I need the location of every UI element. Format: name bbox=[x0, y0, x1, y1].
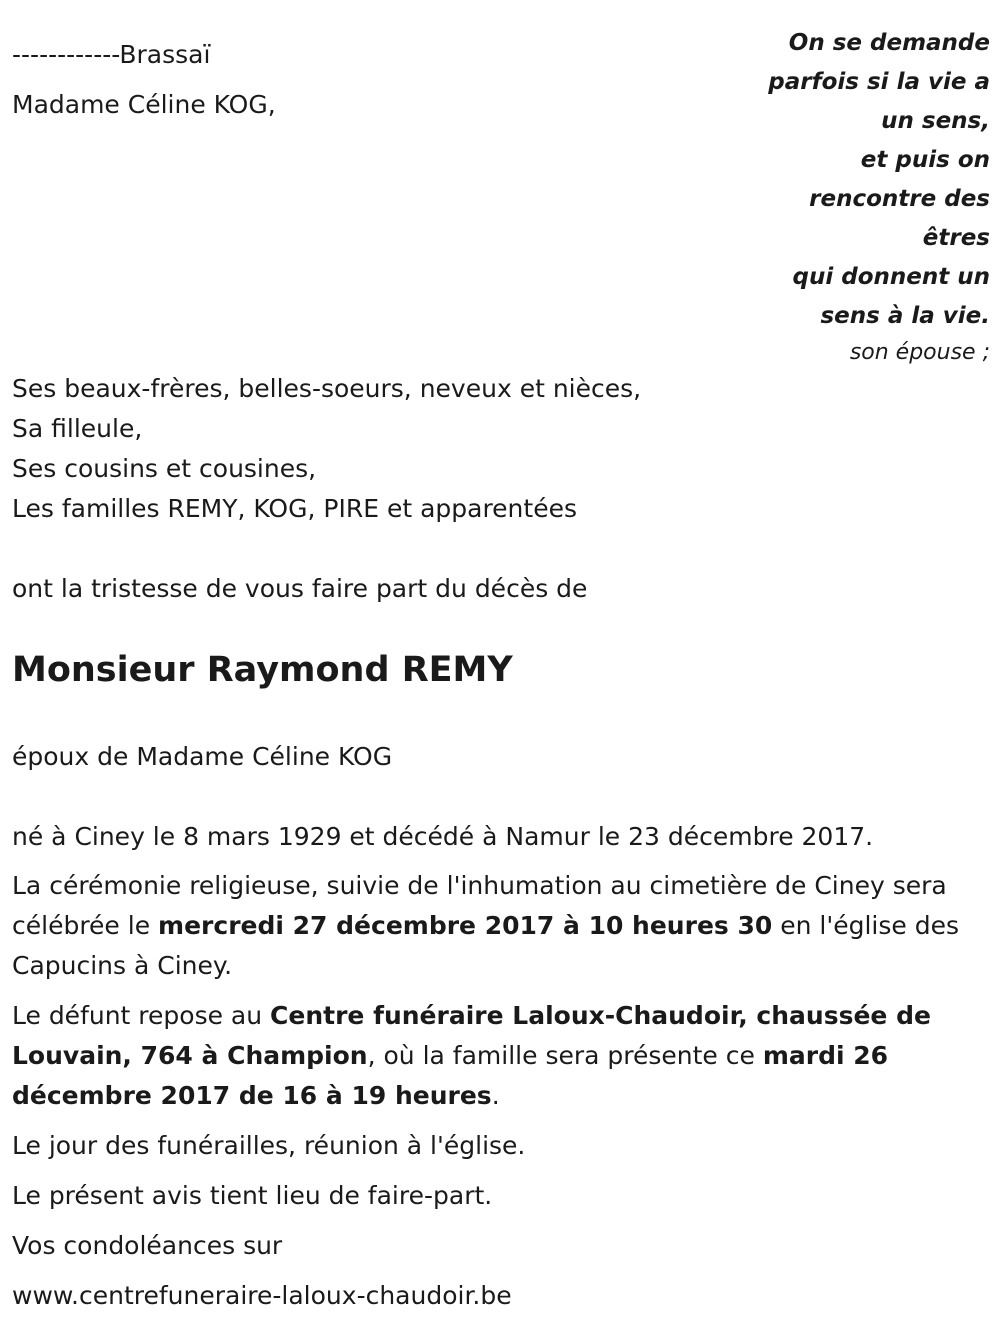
epigraph-quote bbox=[690, 24, 990, 370]
quote-line: êtres bbox=[922, 225, 990, 251]
viewing-paragraph bbox=[12, 996, 987, 1116]
viewing-text: Le défunt repose au bbox=[12, 1001, 271, 1030]
family-line: Ses beaux-frères, belles-soeurs, neveux et nièces, bbox=[12, 374, 642, 403]
quote-line: On se demande bbox=[788, 30, 990, 56]
condolences-label: Vos condoléances sur bbox=[12, 1231, 283, 1260]
quote-signature: son épouse ; bbox=[849, 340, 990, 365]
family-line: Sa filleule, bbox=[12, 414, 143, 443]
quote-attribution: ------------Brassaï bbox=[12, 40, 211, 69]
quote-line: un sens, bbox=[881, 108, 990, 134]
notice-note: Le présent avis tient lieu de faire-part. bbox=[12, 1181, 493, 1210]
spouse-line: Madame Céline KOG, bbox=[12, 90, 276, 119]
viewing-text-end: . bbox=[491, 1081, 500, 1110]
ceremony-text: La cérémonie religieuse, suivie de l'inhumation au cimetière de Ciney sera célébrée le bbox=[12, 871, 947, 940]
viewing-place: Centre funéraire Laloux-Chaudoir, chaussée de Louvain, 764 à Champion bbox=[12, 1001, 931, 1070]
deceased-name: Monsieur Raymond REMY bbox=[12, 650, 513, 690]
ceremony-text-end: en l'église des Capucins à Ciney. bbox=[12, 911, 959, 980]
family-line: Ses cousins et cousines, bbox=[12, 454, 317, 483]
viewing-text-mid: , où la famille sera présente ce bbox=[367, 1041, 763, 1070]
quote-line: parfois si la vie a bbox=[768, 69, 990, 95]
family-line: Les familles REMY, KOG, PIRE et apparentées bbox=[12, 494, 577, 523]
quote-line: et puis on bbox=[860, 147, 990, 173]
ceremony-paragraph bbox=[12, 866, 987, 986]
viewing-date: mardi 26 décembre 2017 de 16 à 19 heures bbox=[12, 1041, 889, 1110]
ceremony-date: mercredi 27 décembre 2017 à 10 heures 30 bbox=[158, 911, 773, 940]
meeting-note: Le jour des funérailles, réunion à l'église. bbox=[12, 1131, 526, 1160]
quote-line: rencontre des bbox=[809, 186, 990, 212]
deceased-spouse: époux de Madame Céline KOG bbox=[12, 742, 393, 771]
birth-death-line: né à Ciney le 8 mars 1929 et décédé à Namur le 23 décembre 2017. bbox=[12, 822, 874, 851]
website-link[interactable]: www.centrefuneraire-laloux-chaudoir.be bbox=[12, 1281, 512, 1310]
announcement-text: ont la tristesse de vous faire part du décès de bbox=[12, 574, 588, 603]
quote-line: sens à la vie. bbox=[820, 303, 990, 329]
quote-line: qui donnent un bbox=[792, 264, 990, 290]
